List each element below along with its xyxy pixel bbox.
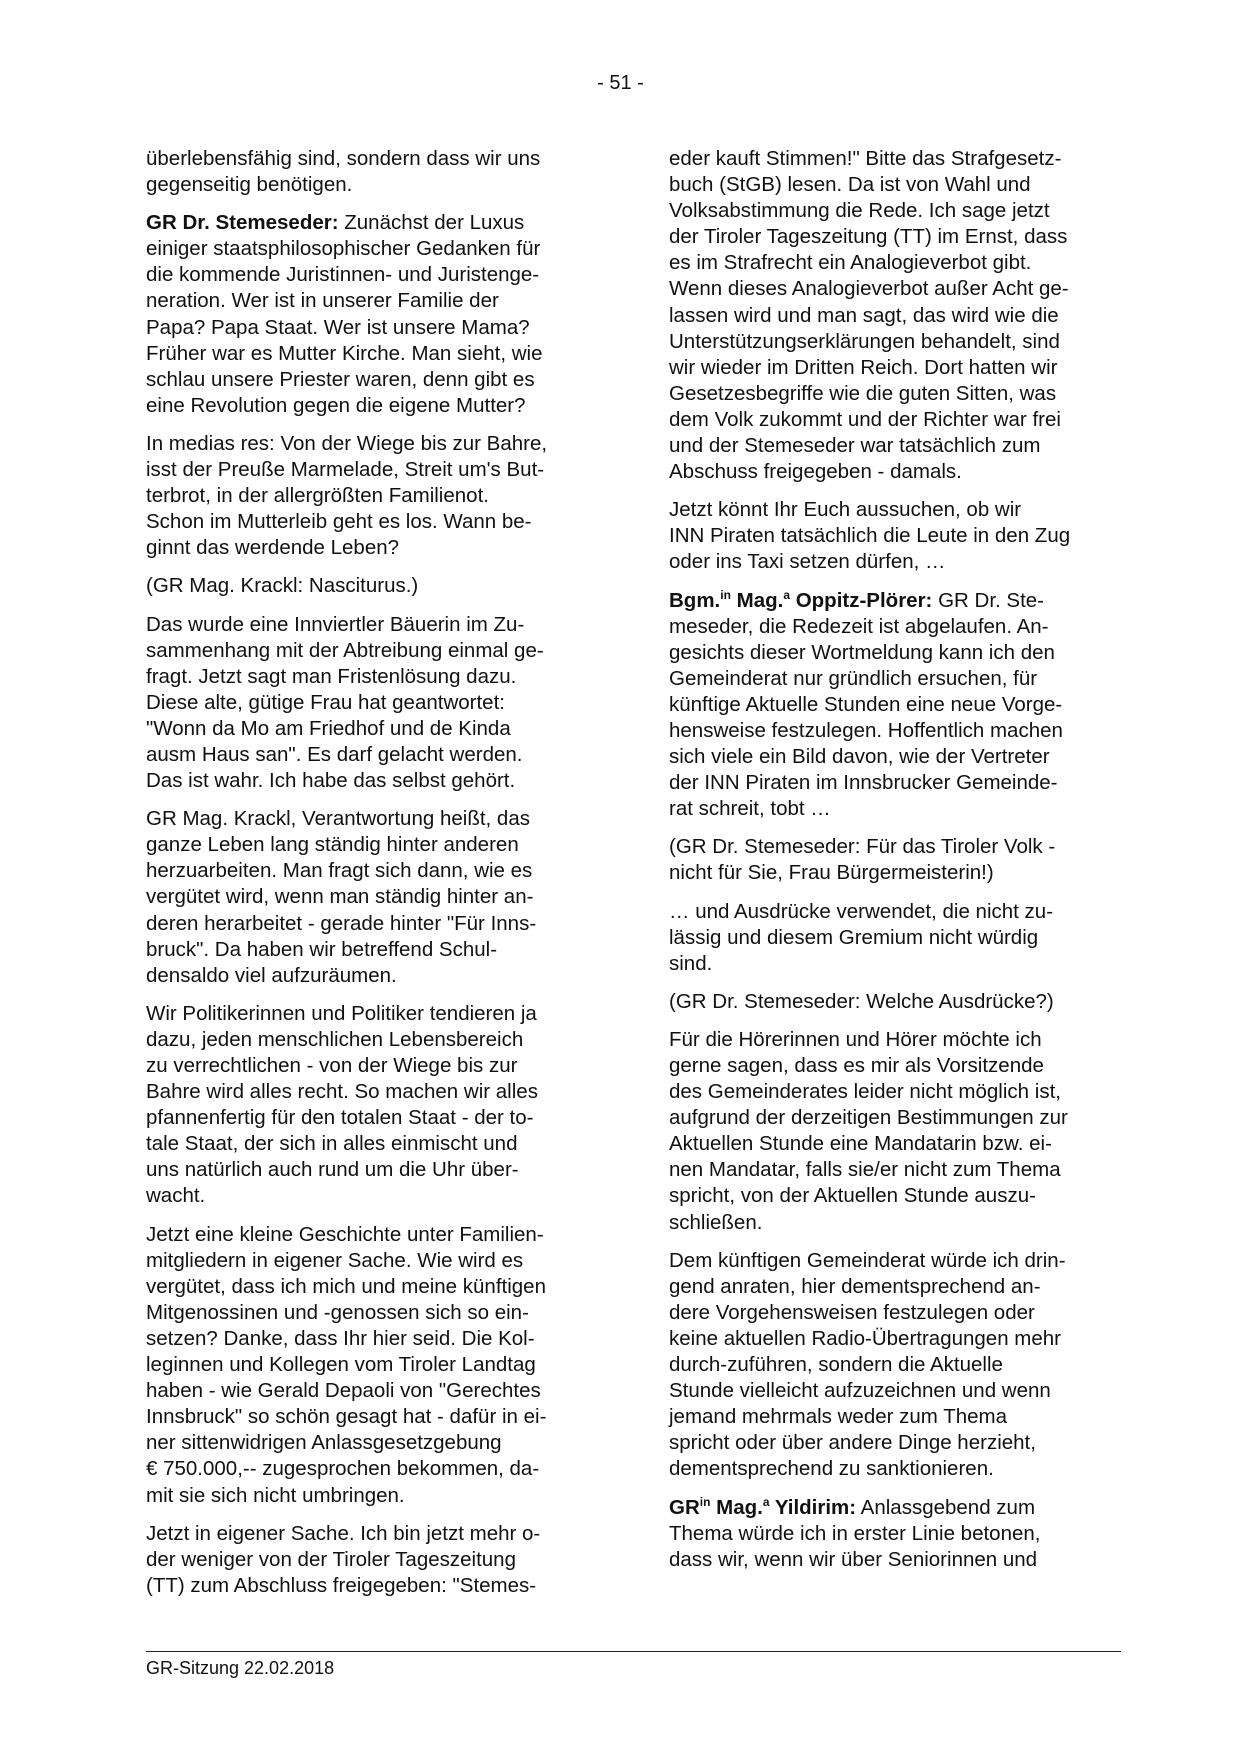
text-line: dere Vorgehensweisen festzulegen oder: [669, 1300, 1035, 1324]
text-line: Volksabstimmung die Rede. Ich sage jetzt: [669, 199, 1050, 223]
text-line: hensweise festzulegen. Hoffentlich machen: [669, 718, 1063, 742]
text-line: es im Strafrecht ein Analogieverbot gibt.: [669, 251, 1032, 275]
paragraph: [669, 834, 1117, 886]
text-line: herzuarbeiten. Man fragt sich dann, wie es: [146, 859, 533, 883]
text-line-rest: Zunächst der Luxus: [338, 211, 525, 235]
text-line: vergütet wird, wenn man ständig hinter an-: [146, 885, 534, 909]
text-line: (GR Dr. Stemeseder: Für das Tiroler Volk -: [669, 835, 1056, 859]
text-line: spricht, von der Aktuellen Stunde auszu-: [669, 1184, 1036, 1208]
page-number: - 51 -: [597, 72, 644, 94]
text-line: sammenhang mit der Abtreibung einmal ge-: [146, 638, 544, 662]
text-line: Früher war es Mutter Kirche. Man sieht, wie: [146, 341, 543, 365]
text-line: terbrot, in der allergrößten Familienot.: [146, 484, 489, 508]
text-line: [669, 1495, 1117, 1521]
text-line: Stunde vielleicht aufzuzeichnen und wenn: [669, 1379, 1051, 1403]
speaker-part: Yildirim:: [769, 1495, 857, 1519]
speaker-part: Bgm.: [669, 588, 721, 612]
text-line: ner sittenwidrigen Anlassgesetzgebung: [146, 1431, 502, 1455]
text-line: gegenseitig benötigen.: [146, 173, 353, 197]
text-line: durch-zuführen, sondern die Aktuelle: [669, 1353, 1003, 1377]
text-line: zu verrechtlichen - von der Wiege bis zur: [146, 1054, 518, 1077]
text-line: schlau unsere Priester waren, denn gibt es: [146, 367, 535, 391]
text-line: wacht.: [146, 1184, 206, 1208]
paragraph: [669, 1248, 1117, 1483]
text-line: setzen? Danke, dass Ihr hier seid. Die Kol-: [146, 1326, 535, 1350]
text-line-rest: Anlassgebend zum: [856, 1495, 1036, 1519]
text-line: des Gemeinderates leider nicht möglich ist,: [669, 1080, 1061, 1104]
paragraph: [146, 806, 594, 989]
text-line: buch (StGB) lesen. Da ist von Wahl und: [669, 173, 1031, 197]
text-line: aufgrund der derzeitigen Bestimmungen zur: [669, 1106, 1068, 1130]
text-line: dass wir, wenn wir über Seniorinnen und: [669, 1547, 1038, 1571]
speaker-name: [669, 589, 932, 612]
speaker-part: Mag.: [730, 588, 784, 612]
text-line: der Tiroler Tageszeitung (TT) im Ernst, dass: [669, 225, 1068, 249]
paragraph: [669, 989, 1117, 1015]
text-line: Bahre wird alles recht. So machen wir alles: [146, 1080, 538, 1104]
text-line: Das ist wahr. Ich habe das selbst gehört.: [146, 769, 516, 793]
text-line: (GR Mag. Krackl: Nasciturus.): [146, 574, 419, 598]
text-line: "Wonn da Mo am Friedhof und de Kinda: [146, 716, 511, 740]
text-line: jemand mehrmals weder zum Thema: [669, 1405, 1007, 1429]
text-line: eder kauft Stimmen!" Bitte das Strafgesetz-: [669, 147, 1062, 170]
text-line: (GR Dr. Stemeseder: Welche Ausdrücke?): [669, 989, 1054, 1013]
left-column: [146, 146, 594, 1611]
text-line: densaldo viel aufzuräumen.: [146, 963, 397, 987]
text-line: schließen.: [669, 1210, 763, 1234]
text-line: gend anraten, hier dementsprechend an-: [669, 1274, 1041, 1298]
text-line: Jetzt eine kleine Geschichte unter Familien-: [146, 1222, 544, 1246]
text-line: einiger staatsphilosophischer Gedanken für: [146, 237, 541, 261]
text-line: GR Mag. Krackl, Verantwortung heißt, das: [146, 807, 530, 831]
text-line: Dem künftigen Gemeinderat würde ich drin-: [669, 1248, 1066, 1272]
text-line: uns natürlich auch rund um die Uhr über-: [146, 1158, 519, 1182]
text-line: Wir Politikerinnen und Politiker tendieren ja: [146, 1001, 537, 1025]
text-line: Schon im Mutterleib geht es los. Wann be-: [146, 510, 532, 534]
text-line: Jetzt könnt Ihr Euch aussuchen, ob wir: [669, 498, 1022, 522]
text-line: pfannenfertig für den totalen Staat - der to-: [146, 1106, 534, 1130]
paragraph: [669, 588, 1117, 823]
text-line: vergütet, dass ich mich und meine künftigen: [146, 1274, 546, 1298]
text-line: Aktuellen Stunde eine Mandatarin bzw. ei-: [669, 1132, 1052, 1156]
text-line: Innsbruck" so schön gesagt hat - dafür in ei-: [146, 1405, 547, 1429]
text-line: deren herarbeitet - gerade hinter "Für Inns-: [146, 911, 537, 935]
text-line: Jetzt in eigener Sache. Ich bin jetzt mehr o-: [146, 1521, 541, 1545]
text-line: überlebensfähig sind, sondern dass wir uns: [146, 147, 541, 170]
text-line: Diese alte, gütige Frau hat geantwortet:: [146, 690, 505, 714]
text-line: oder ins Taxi setzen dürfen, …: [669, 550, 946, 574]
text-line: Wenn dieses Analogieverbot außer Acht ge-: [669, 277, 1069, 301]
text-line: Das wurde eine Innviertler Bäuerin im Zu-: [146, 612, 525, 636]
text-line: INN Piraten tatsächlich die Leute in den Zug: [669, 524, 1071, 548]
text-line: Unterstützungserklärungen behandelt, sind: [669, 329, 1060, 353]
text-line: gerne sagen, dass es mir als Vorsitzende: [669, 1054, 1044, 1077]
text-line: leginnen und Kollegen vom Tiroler Landtag: [146, 1353, 536, 1377]
text-line: haben - wie Gerald Depaoli von "Gerechtes: [146, 1379, 541, 1403]
paragraph: [146, 1001, 594, 1210]
speaker-part: Oppitz-Plörer:: [790, 588, 933, 612]
text-line: nen Mandatar, falls sie/er nicht zum Thema: [669, 1158, 1061, 1182]
text-line: künftige Aktuelle Stunden eine neue Vorge-: [669, 692, 1063, 716]
text-line: neration. Wer ist in unserer Familie der: [146, 289, 499, 313]
text-line: isst der Preuße Marmelade, Streit um's But-: [146, 458, 545, 482]
text-line: nicht für Sie, Frau Bürgermeisterin!): [669, 861, 994, 885]
paragraph: [146, 431, 594, 561]
paragraph: [146, 210, 594, 419]
text-line: die kommende Juristinnen- und Juristenge-: [146, 263, 540, 287]
text-line: und der Stemeseder war tatsächlich zum: [669, 434, 1041, 458]
text-line: (TT) zum Abschluss freigegeben: "Stemes-: [146, 1573, 537, 1597]
paragraph: [146, 146, 594, 198]
text-line: eine Revolution gegen die eigene Mutter?: [146, 393, 526, 417]
text-line: der INN Piraten im Innsbrucker Gemeinde-: [669, 771, 1058, 795]
text-line: ginnt das werdende Leben?: [146, 536, 400, 560]
text-line: In medias res: Von der Wiege bis zur Bahre,: [146, 431, 548, 455]
text-line: Gemeinderat nur gründlich ersuchen, für: [669, 666, 1038, 690]
text-line: ausm Haus san". Es darf gelacht werden.: [146, 742, 523, 766]
text-line: dementsprechend zu sanktionieren.: [669, 1457, 994, 1481]
text-line-rest: GR Dr. Ste-: [932, 588, 1045, 612]
text-line: Papa? Papa Staat. Wer ist unsere Mama?: [146, 315, 530, 339]
paragraph: [146, 573, 594, 599]
text-line: Gesetzesbegriffe wie die guten Sitten, was: [669, 381, 1057, 405]
speaker-part: Mag.: [710, 1495, 763, 1519]
text-line: dem Volk zukommt und der Richter war frei: [669, 407, 1061, 431]
paragraph: [669, 1027, 1117, 1236]
speaker-suffix: a: [783, 587, 791, 602]
paragraph: [146, 612, 594, 795]
text-line: dazu, jeden menschlichen Lebensbereich: [146, 1027, 524, 1051]
text-line: ganze Leben lang ständig hinter anderen: [146, 833, 519, 857]
text-line: der weniger von der Tiroler Tageszeitung: [146, 1547, 516, 1571]
text-line: bruck". Da haben wir betreffend Schul-: [146, 937, 498, 961]
text-line: mitgliedern in eigener Sache. Wie wird es: [146, 1248, 524, 1272]
footer-text: GR-Sitzung 22.02.2018: [146, 1658, 335, 1678]
text-line: wir wieder im Dritten Reich. Dort hatten wir: [669, 355, 1058, 379]
footer-divider: [146, 1651, 1121, 1652]
paragraph: [146, 1521, 594, 1599]
text-line: rat schreit, tobt …: [669, 797, 831, 821]
text-line: mit sie sich nicht umbringen.: [146, 1483, 405, 1507]
text-line: [146, 210, 594, 236]
paragraph: [669, 1495, 1117, 1573]
paragraph: [669, 899, 1117, 977]
speaker-suffix: a: [762, 1494, 770, 1509]
text-line: sind.: [669, 951, 713, 975]
speaker-suffix: in: [699, 1494, 711, 1509]
paragraph: [669, 497, 1117, 575]
text-line: lassen wird und man sagt, das wird wie die: [669, 303, 1059, 327]
text-line: Thema würde ich in erster Linie betonen,: [669, 1521, 1041, 1545]
text-line: tale Staat, der sich in alles einmischt und: [146, 1132, 518, 1156]
text-line: gesichts dieser Wortmeldung kann ich den: [669, 640, 1055, 664]
speaker-suffix: in: [720, 587, 731, 602]
text-line: keine aktuellen Radio-Übertragungen mehr: [669, 1326, 1062, 1350]
text-line: … und Ausdrücke verwendet, die nicht zu-: [669, 899, 1054, 923]
speaker-part: GR: [669, 1495, 700, 1519]
speaker-name: [669, 1496, 856, 1519]
text-line: [669, 588, 1117, 614]
text-line: lässig und diesem Gremium nicht würdig: [669, 925, 1039, 949]
text-line: spricht oder über andere Dinge herzieht,: [669, 1431, 1036, 1455]
text-line: € 750.000,-- zugesprochen bekommen, da-: [146, 1457, 540, 1481]
text-line: fragt. Jetzt sagt man Fristenlösung dazu.: [146, 664, 517, 688]
text-line: Für die Hörerinnen und Hörer möchte ich: [669, 1027, 1042, 1051]
speaker-name: GR Dr. Stemeseder:: [146, 211, 339, 235]
right-column: [669, 146, 1117, 1585]
text-line: sich viele ein Bild davon, wie der Vertreter: [669, 745, 1050, 769]
text-line: Abschuss freigegeben - damals.: [669, 460, 962, 484]
text-line: meseder, die Redezeit ist abgelaufen. An-: [669, 614, 1049, 638]
text-line: Mitgenossinen und -genossen sich so ein-: [146, 1300, 529, 1324]
paragraph: [669, 146, 1117, 485]
paragraph: [146, 1222, 594, 1509]
